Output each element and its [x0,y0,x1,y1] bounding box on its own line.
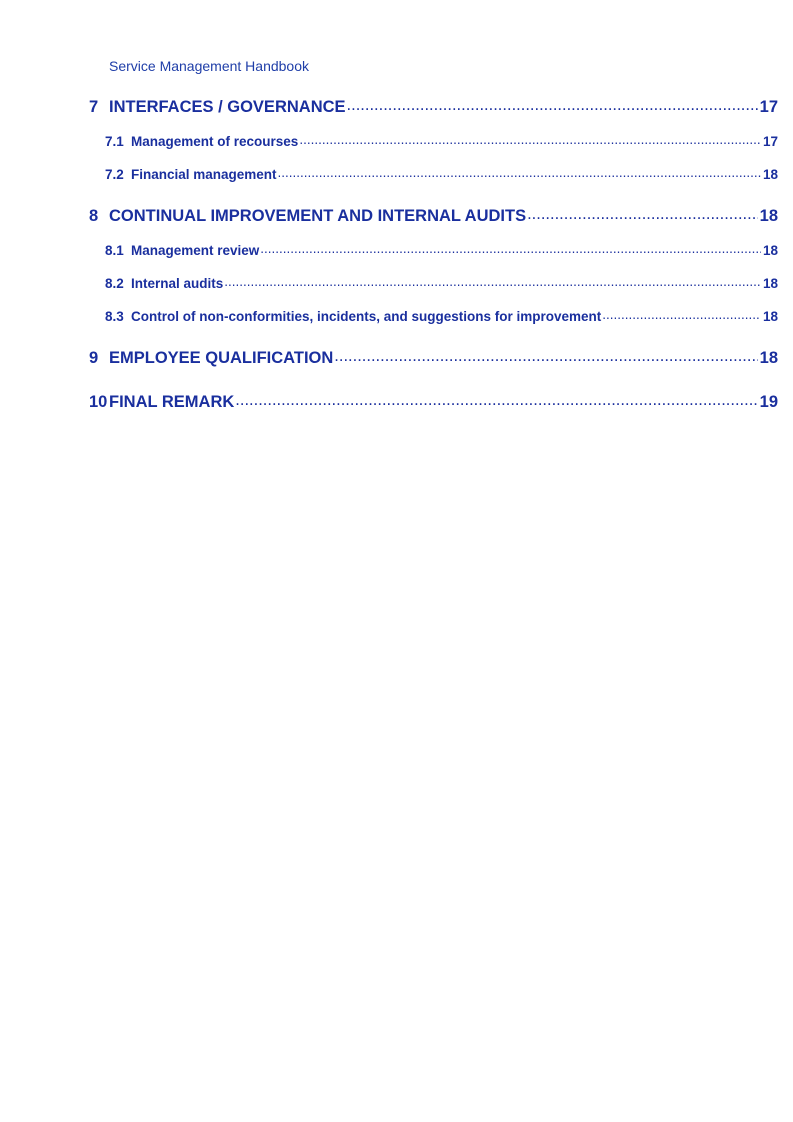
toc-entry-7-1[interactable] [105,134,778,149]
toc-number: 8.2 [105,276,124,291]
toc-title: FINAL REMARK [109,393,235,411]
toc-page: 17 [762,134,778,149]
toc-entry-8-3[interactable] [105,309,778,324]
dot-leader [602,309,761,324]
toc-title: Internal audits [131,276,224,291]
dot-leader [334,349,757,368]
toc-number: 8.3 [105,309,124,324]
toc-page: 18 [762,243,778,258]
toc-number: 7.1 [105,134,124,149]
toc-title: INTERFACES / GOVERNANCE [109,98,346,116]
toc-number: 10 [89,393,108,411]
toc-title: Financial management [131,167,277,182]
running-header: Service Management Handbook [109,58,310,74]
toc-entry-8[interactable] [89,207,778,226]
toc-entry-7-2[interactable] [105,167,778,182]
toc-title: CONTINUAL IMPROVEMENT AND INTERNAL AUDITS [109,207,527,225]
toc-page: 18 [762,167,778,182]
toc-page: 19 [759,393,778,411]
toc-entry-10[interactable] [89,393,778,412]
toc-title: EMPLOYEE QUALIFICATION [109,349,334,367]
toc-entry-7[interactable] [89,98,778,117]
dot-leader [299,134,761,149]
dot-leader [235,393,757,412]
toc-number: 8 [89,207,99,225]
toc-title: Management review [131,243,260,258]
dot-leader [347,98,758,117]
dot-leader [260,243,761,258]
toc-number: 7 [89,98,99,116]
toc-title: Control of non-conformities, incidents, and suggestions for improvement [131,309,602,324]
toc-entry-8-1[interactable] [105,243,778,258]
dot-leader [224,276,761,291]
dot-leader [278,167,761,182]
toc-number: 9 [89,349,99,367]
toc-entry-9[interactable] [89,349,778,368]
toc-page: 18 [759,349,778,367]
dot-leader [527,207,758,226]
toc-page: 18 [762,276,778,291]
toc-entry-8-2[interactable] [105,276,778,291]
toc-title: Management of recourses [131,134,299,149]
toc-page: 18 [759,207,778,225]
toc-number: 8.1 [105,243,124,258]
toc-page: 17 [759,98,778,116]
toc-page: 18 [762,309,778,324]
toc-number: 7.2 [105,167,124,182]
